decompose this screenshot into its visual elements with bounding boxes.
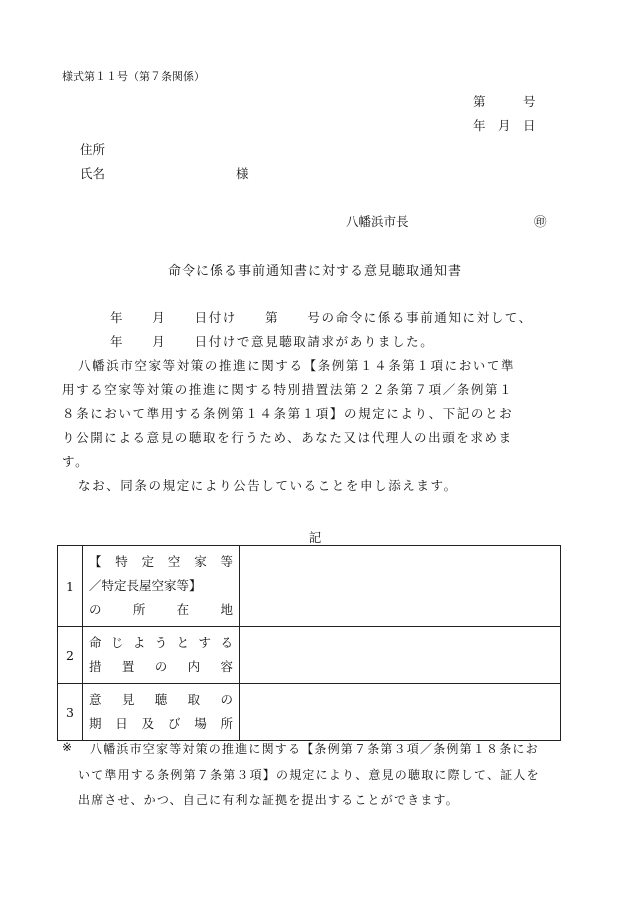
note-line-1: 八幡浜市空家等対策の推進に関する【条例第７条第３項／条例第１８条にお <box>90 742 539 756</box>
row-label-char: じ <box>110 635 124 650</box>
row-label-line <box>89 598 233 622</box>
row-label-char: と <box>176 635 190 650</box>
row-label-char: 容 <box>220 659 233 674</box>
table-row <box>58 684 561 741</box>
row-value <box>240 684 561 741</box>
row-label <box>83 684 240 741</box>
row-label-char: 置 <box>121 659 135 674</box>
body-line-7: す。 <box>62 454 90 469</box>
row-label-char: 空 <box>167 554 181 569</box>
row-label-char: の <box>220 692 233 707</box>
honorific: 様 <box>236 166 249 181</box>
row-label-char: 聴 <box>154 692 168 707</box>
body-line-1: 年 月 日付け 第 号の命令に係る事前通知に対して、 <box>110 310 533 325</box>
row-label-line <box>89 574 233 598</box>
note-line-2: いて準用する条例第７条第３項】の規定により、意見の聴取に際して、証人を <box>78 768 540 782</box>
row-label-char: 地 <box>220 602 233 617</box>
body-line-8: なお、同条の規定により公告していることを申し添えます。 <box>78 478 458 493</box>
issuer-name: 八幡浜市長 <box>346 214 409 229</box>
seal-mark: ㊞ <box>534 214 547 229</box>
row-label-char: 所 <box>220 716 233 731</box>
row-value <box>240 627 561 684</box>
row-label-char: 期 <box>89 716 102 731</box>
row-label-line <box>89 631 233 655</box>
name-label: 氏名 <box>80 166 106 181</box>
row-label-char: 家 <box>194 554 207 569</box>
row-label-char: 命 <box>89 635 102 650</box>
row-label-char: る <box>220 635 233 650</box>
row-label-char: の <box>89 602 102 617</box>
row-label-char: 内 <box>187 659 201 674</box>
row-label-char: 見 <box>121 692 135 707</box>
row-label-line <box>89 550 233 574</box>
row-label-char: 場 <box>194 716 207 731</box>
row-label-char: 等 <box>220 554 233 569</box>
date-line: 年 月 日 <box>473 118 536 133</box>
row-label-char: 措 <box>89 659 102 674</box>
row-label-char: 特 <box>115 554 128 569</box>
row-label-char: う <box>154 635 168 650</box>
row-label <box>83 546 240 627</box>
row-label-line <box>89 688 233 712</box>
body-line-5: ８条において準用する条例第１４条第１項】の規定により、下記のとお <box>62 406 514 421</box>
row-label-char: 定 <box>141 554 155 569</box>
row-label-char: 取 <box>187 692 201 707</box>
row-label-char: 在 <box>176 602 190 617</box>
table-row <box>58 546 561 627</box>
row-label-char: 所 <box>132 602 146 617</box>
row-value <box>240 546 561 627</box>
body-line-6: り公開による意見の聴取を行うため、あなた又は代理人の出頭を求めま <box>62 430 513 445</box>
row-label-line <box>89 712 233 736</box>
note-line-3: 出席させ、かつ、自己に有利な証拠を提出することができます。 <box>78 793 460 807</box>
row-label-char: 及 <box>141 716 155 731</box>
document-number-line: 第 号 <box>473 94 536 109</box>
note-mark: ※ <box>62 740 74 754</box>
items-table <box>57 545 561 741</box>
address-label: 住所 <box>80 142 106 157</box>
body-line-2: 年 月 日付けで意見聴取請求がありました。 <box>110 334 435 349</box>
row-label-char: の <box>154 659 168 674</box>
row-label-char: 日 <box>115 716 128 731</box>
ki-heading: 記 <box>308 530 322 545</box>
row-number: 3 <box>58 684 83 741</box>
body-line-4: 用する空家等対策の推進に関する特別措置法第２２条第７項／条例第１ <box>62 382 514 397</box>
row-label-char: 意 <box>89 692 102 707</box>
row-label-char: 【 <box>89 554 102 569</box>
row-label-char: ／特定長屋空家等】 <box>89 578 202 593</box>
table-row <box>58 627 561 684</box>
row-number: 1 <box>58 546 83 627</box>
row-label <box>83 627 240 684</box>
body-line-3: 八幡浜市空家等対策の推進に関する【条例第１４条第１項において準 <box>78 358 516 373</box>
row-label-line <box>89 655 233 679</box>
row-label-char: び <box>167 716 181 731</box>
row-number: 2 <box>58 627 83 684</box>
document-title: 命令に係る事前通知書に対する意見聴取通知書 <box>167 264 462 279</box>
form-number: 様式第１１号（第７条関係） <box>62 70 205 83</box>
row-label-char: よ <box>132 635 146 650</box>
row-label-char: す <box>198 635 212 650</box>
